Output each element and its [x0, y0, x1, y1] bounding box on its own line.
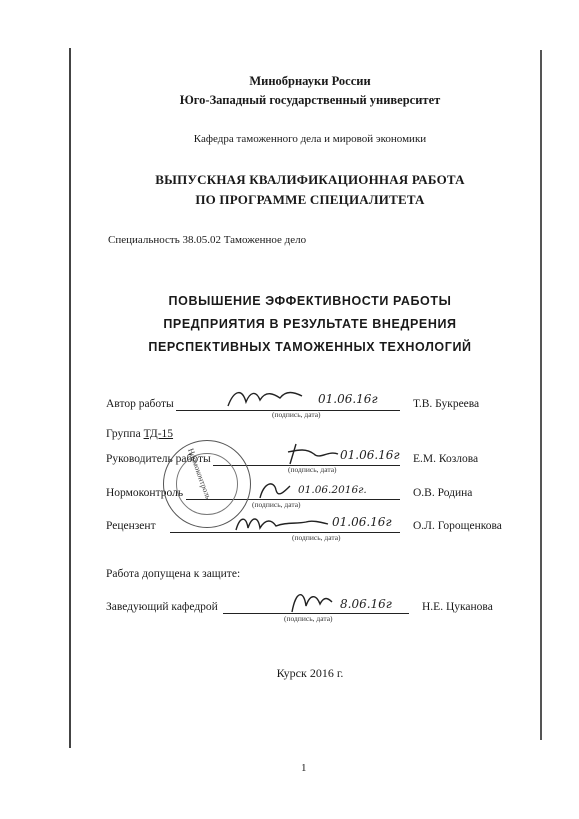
specialty: Специальность 38.05.02 Таможенное дело [108, 234, 307, 246]
head-label: Заведующий кафедрой [106, 601, 218, 613]
seal-stamp-text: Нормоконтроль [186, 447, 213, 501]
normcontrol-sign-date: 01.06.2016г. [298, 484, 367, 496]
group-value: ТД-15 [143, 428, 174, 440]
head-signature [286, 586, 336, 616]
normcontrol-name: О.В. Родина [413, 487, 473, 499]
normcontrol-label: Нормоконтроль [106, 487, 184, 499]
author-name: Т.В. Букреева [413, 398, 480, 410]
reviewer-label: Рецензент [106, 520, 156, 532]
reviewer-caption: (подпись, дата) [292, 533, 341, 542]
thesis-title-line-2: ПРЕДПРИЯТИЯ В РЕЗУЛЬТАТЕ ВНЕДРЕНИЯ [163, 317, 457, 331]
author-caption: (подпись, дата) [272, 410, 321, 419]
reviewer-name: О.Л. Горощенкова [413, 520, 502, 532]
reviewer-sign-date: 01.06.16г [332, 515, 392, 529]
university-name: Юго-Западный государственный университет [179, 93, 441, 107]
supervisor-caption: (подпись, дата) [288, 465, 337, 474]
supervisor-signature [284, 440, 344, 468]
head-sign-date: 8.06.16г [340, 597, 392, 611]
thesis-title-line-1: ПОВЫШЕНИЕ ЭФФЕКТИВНОСТИ РАБОТЫ [168, 294, 452, 308]
supervisor-name: Е.М. Козлова [413, 453, 479, 465]
group-label [106, 428, 173, 440]
author-sign-date: 01.06.16г [318, 392, 378, 406]
page-number: 1 [301, 762, 307, 774]
work-type-line-2: ПО ПРОГРАММЕ СПЕЦИАЛИТЕТА [195, 192, 425, 207]
head-name: Н.Е. Цуканова [422, 601, 493, 613]
supervisor-label: Руководитель работы [106, 453, 211, 465]
page-edge-left [69, 48, 71, 748]
ministry-name: Минобрнауки России [249, 74, 371, 88]
group-label-text: Группа [106, 428, 141, 440]
thesis-title-line-3: ПЕРСПЕКТИВНЫХ ТАМОЖЕННЫХ ТЕХНОЛОГИЙ [148, 340, 472, 354]
head-caption: (подпись, дата) [284, 614, 333, 623]
normcontrol-caption: (подпись, дата) [252, 500, 301, 509]
work-type-line-1: ВЫПУСКНАЯ КВАЛИФИКАЦИОННАЯ РАБОТА [155, 172, 465, 187]
city-year: Курск 2016 г. [276, 666, 344, 680]
page-edge-right [540, 50, 542, 740]
author-label: Автор работы [106, 398, 174, 410]
admission-text: Работа допущена к защите: [106, 568, 241, 580]
normcontrol-signature [254, 476, 294, 502]
supervisor-sign-date: 01.06.16г [340, 448, 400, 462]
department-name: Кафедра таможенного дела и мировой экономики [193, 133, 427, 145]
